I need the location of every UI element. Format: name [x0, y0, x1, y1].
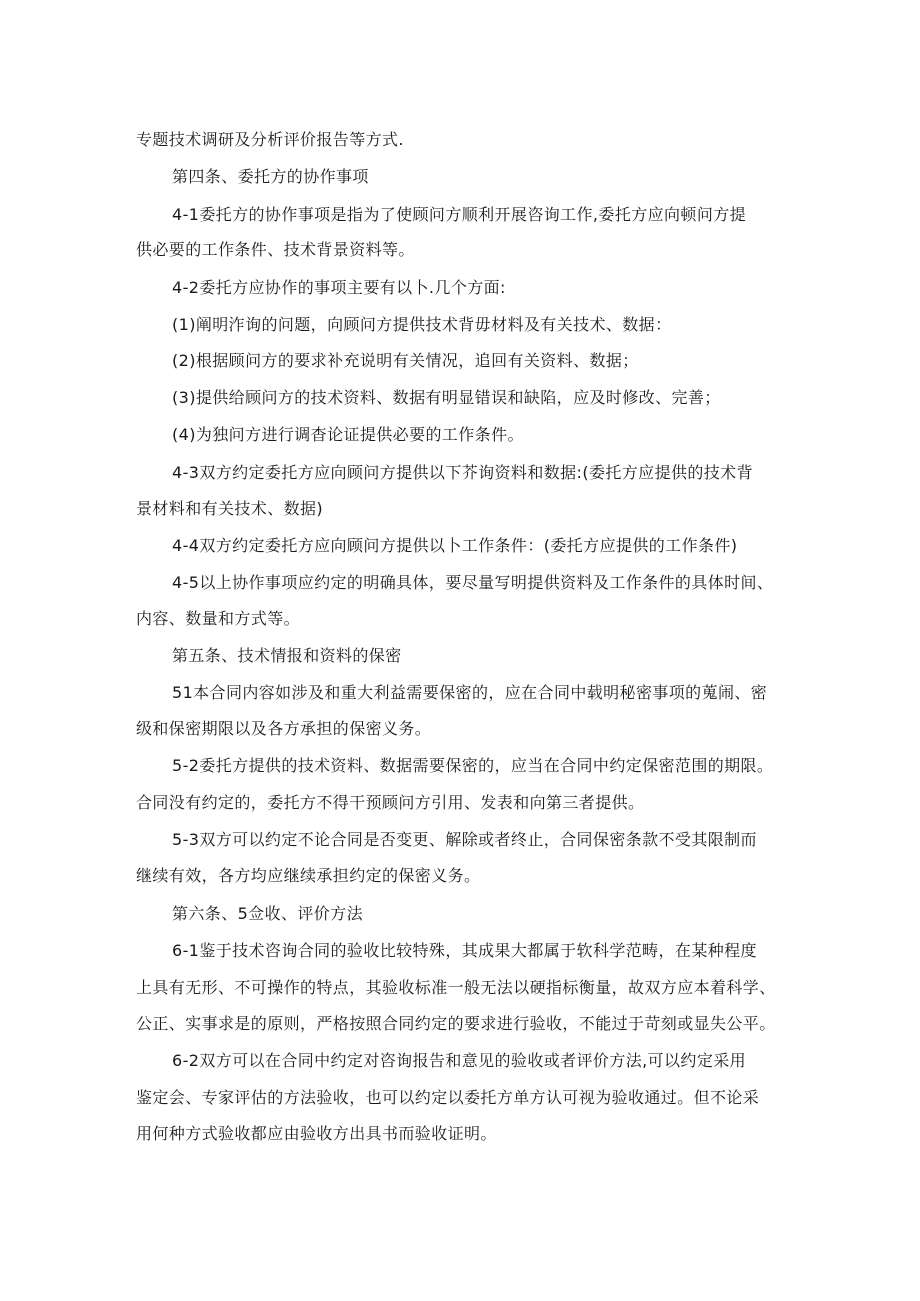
clause-6-2-cont-1: 鉴定会、专家评估的方法验收，也可以约定以委托方单方认可视为验收通过。但不论采	[136, 1088, 760, 1107]
clause-5-1: 51本合同内容如涉及和重大利益需要保密的，应在合同中载明秘密事项的蒐闹、密	[172, 683, 768, 702]
clause-5-3-cont: 继续有效，各方均应继续承担约定的保密义务。	[136, 866, 481, 885]
clause-4-3: 4-3双方约定委托方应向顾问方提供以下芥询资料和数据:(委托方应提供的技术背	[172, 463, 753, 482]
section-heading-4: 第四条、委托方的协作事项	[172, 167, 369, 186]
clause-4-2: 4-2委托方应协作的事项主要有以卜.几个方面:	[172, 278, 506, 297]
clause-5-1-cont: 级和保密期限以及各方承担的保密义务。	[136, 719, 432, 738]
section-heading-6: 第六条、5佥收、评价方法	[172, 904, 363, 923]
list-item-2: (2)根据顾问方的要求补充说明有关情况，追回有关资料、数据；	[172, 351, 639, 370]
clause-4-5-cont: 内容、数量和方式等。	[136, 609, 301, 628]
clause-4-1-cont: 供必要的工作条件、技术背景资料等。	[136, 240, 415, 259]
list-item-3: (3)提供给顾问方的技术资料、数据有明显错误和缺陷，应及时修改、完善；	[172, 388, 721, 407]
clause-4-5: 4-5以上协作事项应约定的明确具体，要尽量写明提供资料及工作条件的具体时间、	[172, 573, 774, 592]
clause-4-1: 4-1委托方的协作事项是指为了使顾问方顺利开展咨询工作,委托方应向顿问方提	[172, 205, 747, 224]
text-line: 专题技术调研及分析评价报告等方式.	[136, 130, 404, 149]
clause-5-3: 5-3双方可以约定不论合同是否变更、解除或者终止，合同保密条款不受其限制而	[172, 830, 757, 849]
clause-6-1-cont-2: 公正、实事求是的原则，严格按照合同约定的要求进行验收，不能过于苛刻或显失公平。	[136, 1014, 776, 1033]
list-item-1: (1)阐明泎询的问题，向顾问方提供技术背毋材料及有关技术、数据：	[172, 315, 672, 334]
list-item-4: (4)为独问方进行调杳论证提供必要的工作条件。	[172, 425, 524, 444]
clause-6-1-cont-1: 上具有无形、不可操作的特点，其验收标准一般无法以硬指标衡量，故双方应本着科学、	[136, 978, 776, 997]
clause-5-2: 5-2委托方提供的技术资料、数据需要保密的，应当在合同中约定保密范围的期限。	[172, 756, 774, 775]
clause-6-2: 6-2双方可以在合同中约定对咨询报告和意见的验收或者评价方法,可以约定采用	[172, 1051, 747, 1070]
clause-6-2-cont-2: 用何种方式验收都应由验收方出具书而验收证明。	[136, 1124, 497, 1143]
clause-6-1: 6-1鉴于技术咨询合同的验收比较特殊，其成果大都属于软科学范畴，在某种程度	[172, 941, 757, 960]
clause-4-4: 4-4双方约定委托方应向顾问方提供以卜工作条件：(委托方应提供的工作条件)	[172, 536, 738, 555]
clause-4-3-cont: 景材料和有关技术、数据)	[136, 499, 324, 518]
section-heading-5: 第五条、技术情报和资料的保密	[172, 646, 402, 665]
clause-5-2-cont: 合同没有约定的，委托方不得干预顾问方引用、发表和向第三者提供。	[136, 793, 645, 812]
